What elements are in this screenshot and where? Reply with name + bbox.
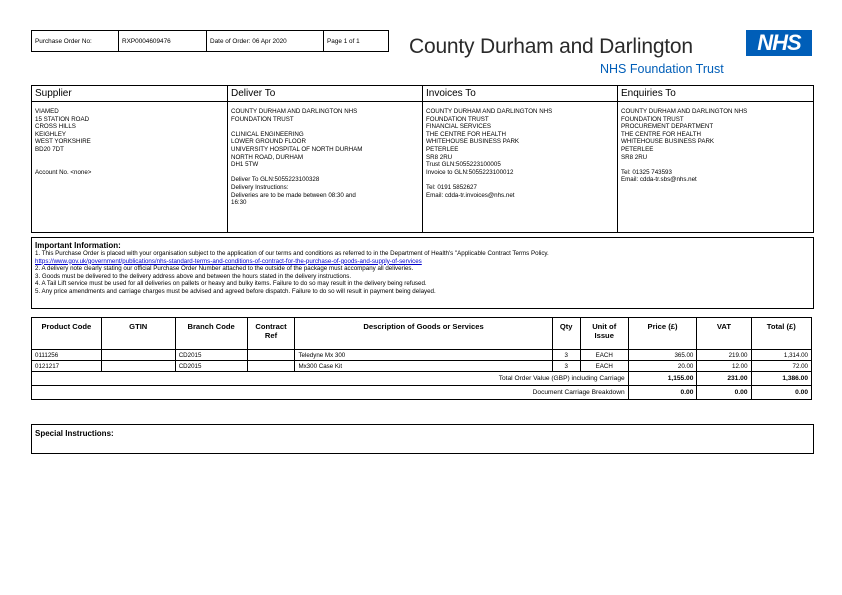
col-gtin: GTIN bbox=[101, 318, 175, 350]
address-line: Email: cdda-tr.sbs@nhs.net bbox=[621, 176, 697, 184]
address-line: PETERLEE bbox=[621, 145, 654, 153]
address-line bbox=[426, 176, 615, 184]
address-line: VIAMED bbox=[35, 108, 59, 115]
gtin bbox=[101, 361, 175, 372]
address-line: CLINICAL ENGINEERING bbox=[231, 130, 304, 138]
product-code: 0121217 bbox=[32, 361, 102, 372]
supplier-address bbox=[32, 102, 227, 154]
page-number: Page 1 of 1 bbox=[324, 31, 389, 52]
invoices-to-column bbox=[422, 86, 618, 232]
description: Mx300 Case Kit bbox=[295, 361, 552, 372]
total-order-label: Total Order Value (GBP) including Carriage bbox=[32, 372, 629, 386]
address-line: SR8 2RU bbox=[621, 153, 648, 161]
total: 72.00 bbox=[751, 361, 811, 372]
contract-ref bbox=[247, 350, 295, 361]
address-line: KEIGHLEY bbox=[35, 130, 66, 138]
address-line: Email: cdda-tr.invoices@nhs.net bbox=[426, 191, 515, 199]
col-total: Total (£) bbox=[751, 318, 811, 350]
info-line-2: 2. A delivery note clearly stating our official Purchase Order Number attached to the outside of the package must accompany all deliveries. bbox=[35, 265, 414, 273]
total-order-row bbox=[32, 372, 812, 386]
supplier-heading: Supplier bbox=[32, 86, 227, 102]
table-row bbox=[32, 350, 812, 361]
address-line: NORTH ROAD, DURHAM bbox=[231, 153, 304, 161]
deliver-to-address bbox=[228, 102, 423, 207]
address-line: THE CENTRE FOR HEALTH bbox=[426, 130, 506, 138]
items-header-row bbox=[32, 318, 812, 350]
branch-code: CD2015 bbox=[175, 361, 247, 372]
product-code: 0111256 bbox=[32, 350, 102, 361]
special-title: Special Instructions: bbox=[35, 429, 114, 438]
address-line: Trust GLN:5055223100005 bbox=[426, 161, 501, 169]
address-line: FOUNDATION TRUST bbox=[426, 115, 489, 123]
info-line-4: 4. A Tail Lift service must be used for all deliveries on pallets or heavy and bulky items. Failure to do so may result in the delivery being refused. bbox=[35, 280, 427, 288]
col-branch-code: Branch Code bbox=[175, 318, 247, 350]
address-line: Deliver To GLN:5055223100328 bbox=[231, 176, 320, 184]
address-line: THE CENTRE FOR HEALTH bbox=[621, 130, 701, 138]
total-order-total: 1,386.00 bbox=[751, 372, 811, 386]
price: 365.00 bbox=[628, 350, 697, 361]
supplier-column bbox=[32, 86, 227, 232]
terms-link[interactable]: https://www.gov.uk/government/publications/nhs-standard-terms-and-conditions-of-contract-for-the-purchase-of-goods-and-supply-of-services bbox=[35, 257, 422, 265]
table-row bbox=[32, 361, 812, 372]
address-line: BD20 7DT bbox=[35, 145, 64, 153]
address-line: PROCUREMENT DEPARTMENT bbox=[621, 123, 714, 131]
info-line-5: 5. Any price amendments and carriage charges must be advised and agreed before dispatch. Failure to do so will result in payment being delayed. bbox=[35, 287, 436, 295]
order-date: Date of Order: 06 Apr 2020 bbox=[207, 31, 324, 52]
carriage-vat: 0.00 bbox=[697, 386, 751, 400]
po-number: RXP0004609476 bbox=[119, 31, 207, 52]
total: 1,314.00 bbox=[751, 350, 811, 361]
vat: 12.00 bbox=[697, 361, 751, 372]
info-line-3: 3. Goods must be delivered to the delivery address above and between the hours stated in the delivery instructions. bbox=[35, 272, 352, 280]
address-line: DH1 5TW bbox=[231, 161, 259, 169]
col-price: Price (£) bbox=[628, 318, 697, 350]
carriage-label: Document Carriage Breakdown bbox=[32, 386, 629, 400]
address-line: UNIVERSITY HOSPITAL OF NORTH DURHAM bbox=[231, 145, 363, 153]
address-line: COUNTY DURHAM AND DARLINGTON NHS bbox=[426, 108, 553, 115]
invoices-to-address bbox=[423, 102, 618, 199]
total-order-price: 1,155.00 bbox=[628, 372, 697, 386]
contract-ref bbox=[247, 361, 295, 372]
address-line: Deliveries are to be made between 08:30 and bbox=[231, 191, 356, 199]
deliver-to-column bbox=[227, 86, 423, 232]
qty: 3 bbox=[552, 350, 580, 361]
supplier-account: Account No. <none> bbox=[35, 168, 92, 176]
enquiries-to-column bbox=[617, 86, 814, 232]
address-line: Invoice to GLN:5055223100012 bbox=[426, 168, 514, 176]
address-section bbox=[31, 85, 814, 233]
important-information bbox=[31, 237, 814, 309]
order-header-table bbox=[31, 30, 389, 52]
col-product-code: Product Code bbox=[32, 318, 102, 350]
special-instructions bbox=[31, 424, 814, 454]
address-line bbox=[621, 161, 811, 169]
carriage-price: 0.00 bbox=[628, 386, 697, 400]
address-line: FINANCIAL SERVICES bbox=[426, 123, 491, 131]
order-items-table bbox=[31, 317, 812, 400]
address-line: WEST YORKSHIRE bbox=[35, 138, 91, 146]
unit-of-issue: EACH bbox=[580, 361, 628, 372]
address-line: WHITEHOUSE BUSINESS PARK bbox=[426, 138, 520, 146]
price: 20.00 bbox=[628, 361, 697, 372]
address-line: COUNTY DURHAM AND DARLINGTON NHS bbox=[621, 108, 748, 115]
address-line: LOWER GROUND FLOOR bbox=[231, 138, 306, 146]
qty: 3 bbox=[552, 361, 580, 372]
col-qty: Qty bbox=[552, 318, 580, 350]
col-contract-ref: Contract Ref bbox=[247, 318, 295, 350]
gtin bbox=[101, 350, 175, 361]
unit-of-issue: EACH bbox=[580, 350, 628, 361]
address-line: WHITEHOUSE BUSINESS PARK bbox=[621, 138, 715, 146]
address-line: CROSS HILLS bbox=[35, 123, 76, 131]
vat: 219.00 bbox=[697, 350, 751, 361]
important-title: Important Information: bbox=[35, 241, 121, 250]
address-line: 16:30 bbox=[231, 199, 247, 207]
info-line-1: 1. This Purchase Order is placed with your organisation subject to the application of our terms and conditions as referred to in the Department of Health's "Applicable Contract Terms Policy. bbox=[35, 250, 549, 257]
branch-code: CD2015 bbox=[175, 350, 247, 361]
address-line: PETERLEE bbox=[426, 145, 459, 153]
address-line: COUNTY DURHAM AND DARLINGTON NHS bbox=[231, 108, 358, 115]
address-line: 15 STATION ROAD bbox=[35, 115, 90, 123]
nhs-logo: NHS bbox=[746, 30, 812, 56]
address-line: Tel: 0191 5852627 bbox=[426, 183, 477, 191]
address-line bbox=[231, 169, 420, 177]
carriage-total: 0.00 bbox=[751, 386, 811, 400]
description: Teledyne Mx 300 bbox=[295, 350, 552, 361]
enquiries-to-heading: Enquiries To bbox=[618, 86, 814, 102]
col-vat: VAT bbox=[697, 318, 751, 350]
total-order-vat: 231.00 bbox=[697, 372, 751, 386]
address-line: Tel: 01325 743593 bbox=[621, 168, 672, 176]
org-name: County Durham and Darlington bbox=[409, 35, 693, 58]
address-line: SR8 2RU bbox=[426, 153, 453, 161]
address-line: FOUNDATION TRUST bbox=[231, 115, 294, 123]
col-description: Description of Goods or Services bbox=[295, 318, 552, 350]
col-unit-of-issue: Unit of Issue bbox=[580, 318, 628, 350]
deliver-to-heading: Deliver To bbox=[228, 86, 423, 102]
address-line bbox=[231, 123, 420, 131]
address-line: Delivery Instructions: bbox=[231, 183, 289, 191]
po-label: Purchase Order No: bbox=[32, 31, 119, 52]
carriage-row bbox=[32, 386, 812, 400]
address-line: FOUNDATION TRUST bbox=[621, 115, 684, 123]
trust-name: NHS Foundation Trust bbox=[600, 62, 724, 76]
invoices-to-heading: Invoices To bbox=[423, 86, 618, 102]
enquiries-to-address bbox=[618, 102, 814, 184]
